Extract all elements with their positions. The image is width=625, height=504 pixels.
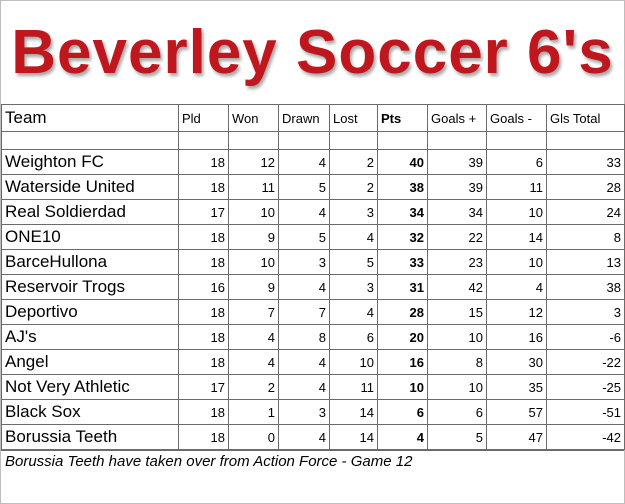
- goals-total-cell: 28: [547, 175, 625, 200]
- team-cell: BarceHullona: [2, 250, 179, 275]
- goals-for-cell: 39: [428, 175, 487, 200]
- goals-total-cell: -51: [547, 400, 625, 425]
- league-table: [1, 104, 625, 450]
- goals-for-cell: 15: [428, 300, 487, 325]
- header-won: Won: [229, 105, 279, 132]
- team-cell: Weighton FC: [2, 150, 179, 175]
- won-cell: 9: [229, 225, 279, 250]
- goals-total-cell: -6: [547, 325, 625, 350]
- team-cell: AJ's: [2, 325, 179, 350]
- points-cell: 31: [378, 275, 428, 300]
- lost-cell: 4: [330, 300, 378, 325]
- header-goals-total: Gls Total: [547, 105, 625, 132]
- lost-cell: 14: [330, 425, 378, 450]
- played-cell: 18: [179, 150, 229, 175]
- played-cell: 18: [179, 425, 229, 450]
- table-row: [2, 425, 625, 450]
- goals-against-cell: 10: [487, 250, 547, 275]
- goals-against-cell: 12: [487, 300, 547, 325]
- table-row: [2, 150, 625, 175]
- lost-cell: 2: [330, 150, 378, 175]
- team-cell: Reservoir Trogs: [2, 275, 179, 300]
- goals-for-cell: 5: [428, 425, 487, 450]
- lost-cell: 14: [330, 400, 378, 425]
- goals-total-cell: 33: [547, 150, 625, 175]
- played-cell: 18: [179, 175, 229, 200]
- played-cell: 18: [179, 325, 229, 350]
- played-cell: 18: [179, 300, 229, 325]
- won-cell: 12: [229, 150, 279, 175]
- header-points: Pts: [378, 105, 428, 132]
- goals-total-cell: -42: [547, 425, 625, 450]
- played-cell: 18: [179, 225, 229, 250]
- drawn-cell: 7: [279, 300, 330, 325]
- lost-cell: 4: [330, 225, 378, 250]
- team-cell: ONE10: [2, 225, 179, 250]
- drawn-cell: 5: [279, 225, 330, 250]
- header-goals-against: Goals -: [487, 105, 547, 132]
- goals-against-cell: 11: [487, 175, 547, 200]
- points-cell: 33: [378, 250, 428, 275]
- table-row: [2, 275, 625, 300]
- lost-cell: 3: [330, 275, 378, 300]
- drawn-cell: 4: [279, 375, 330, 400]
- won-cell: 0: [229, 425, 279, 450]
- table-row: [2, 225, 625, 250]
- played-cell: 17: [179, 200, 229, 225]
- drawn-cell: 3: [279, 250, 330, 275]
- header-drawn: Drawn: [279, 105, 330, 132]
- header-team: Team: [2, 105, 179, 132]
- table-row: [2, 175, 625, 200]
- goals-against-cell: 30: [487, 350, 547, 375]
- points-cell: 10: [378, 375, 428, 400]
- team-cell: Not Very Athletic: [2, 375, 179, 400]
- won-cell: 2: [229, 375, 279, 400]
- goals-total-cell: 24: [547, 200, 625, 225]
- drawn-cell: 4: [279, 150, 330, 175]
- header-row: [2, 105, 625, 132]
- won-cell: 9: [229, 275, 279, 300]
- played-cell: 17: [179, 375, 229, 400]
- page-title: Beverley Soccer 6's: [11, 18, 614, 87]
- team-cell: Borussia Teeth: [2, 425, 179, 450]
- drawn-cell: 4: [279, 200, 330, 225]
- points-cell: 38: [378, 175, 428, 200]
- goals-against-cell: 10: [487, 200, 547, 225]
- goals-against-cell: 4: [487, 275, 547, 300]
- points-cell: 20: [378, 325, 428, 350]
- played-cell: 16: [179, 275, 229, 300]
- lost-cell: 11: [330, 375, 378, 400]
- table-body: [2, 150, 625, 450]
- lost-cell: 6: [330, 325, 378, 350]
- table-row: [2, 325, 625, 350]
- team-cell: Black Sox: [2, 400, 179, 425]
- won-cell: 11: [229, 175, 279, 200]
- won-cell: 10: [229, 250, 279, 275]
- points-cell: 34: [378, 200, 428, 225]
- header-goals-for: Goals +: [428, 105, 487, 132]
- lost-cell: 2: [330, 175, 378, 200]
- won-cell: 4: [229, 350, 279, 375]
- team-cell: Real Soldierdad: [2, 200, 179, 225]
- points-cell: 40: [378, 150, 428, 175]
- goals-against-cell: 47: [487, 425, 547, 450]
- goals-for-cell: 39: [428, 150, 487, 175]
- points-cell: 6: [378, 400, 428, 425]
- lost-cell: 5: [330, 250, 378, 275]
- drawn-cell: 3: [279, 400, 330, 425]
- goals-total-cell: 3: [547, 300, 625, 325]
- won-cell: 10: [229, 200, 279, 225]
- won-cell: 4: [229, 325, 279, 350]
- played-cell: 18: [179, 400, 229, 425]
- goals-for-cell: 23: [428, 250, 487, 275]
- footnote: Borussia Teeth have taken over from Action Force - Game 12: [1, 450, 624, 474]
- drawn-cell: 4: [279, 350, 330, 375]
- goals-against-cell: 16: [487, 325, 547, 350]
- spacer-row: [2, 132, 625, 150]
- table-row: [2, 200, 625, 225]
- goals-for-cell: 6: [428, 400, 487, 425]
- table-row: [2, 375, 625, 400]
- goals-for-cell: 22: [428, 225, 487, 250]
- header-lost: Lost: [330, 105, 378, 132]
- goals-total-cell: -25: [547, 375, 625, 400]
- goals-total-cell: 8: [547, 225, 625, 250]
- goals-total-cell: 13: [547, 250, 625, 275]
- points-cell: 28: [378, 300, 428, 325]
- points-cell: 4: [378, 425, 428, 450]
- goals-against-cell: 57: [487, 400, 547, 425]
- goals-for-cell: 10: [428, 375, 487, 400]
- goals-against-cell: 35: [487, 375, 547, 400]
- drawn-cell: 5: [279, 175, 330, 200]
- won-cell: 7: [229, 300, 279, 325]
- lost-cell: 3: [330, 200, 378, 225]
- team-cell: Angel: [2, 350, 179, 375]
- table-row: [2, 300, 625, 325]
- table-row: [2, 350, 625, 375]
- played-cell: 18: [179, 250, 229, 275]
- drawn-cell: 4: [279, 425, 330, 450]
- goals-for-cell: 8: [428, 350, 487, 375]
- goals-total-cell: -22: [547, 350, 625, 375]
- drawn-cell: 4: [279, 275, 330, 300]
- won-cell: 1: [229, 400, 279, 425]
- points-cell: 32: [378, 225, 428, 250]
- points-cell: 16: [378, 350, 428, 375]
- goals-against-cell: 14: [487, 225, 547, 250]
- goals-for-cell: 34: [428, 200, 487, 225]
- drawn-cell: 8: [279, 325, 330, 350]
- header-played: Pld: [179, 105, 229, 132]
- table-row: [2, 400, 625, 425]
- goals-for-cell: 42: [428, 275, 487, 300]
- table-row: [2, 250, 625, 275]
- goals-for-cell: 10: [428, 325, 487, 350]
- goals-against-cell: 6: [487, 150, 547, 175]
- team-cell: Waterside United: [2, 175, 179, 200]
- team-cell: Deportivo: [2, 300, 179, 325]
- played-cell: 18: [179, 350, 229, 375]
- goals-total-cell: 38: [547, 275, 625, 300]
- lost-cell: 10: [330, 350, 378, 375]
